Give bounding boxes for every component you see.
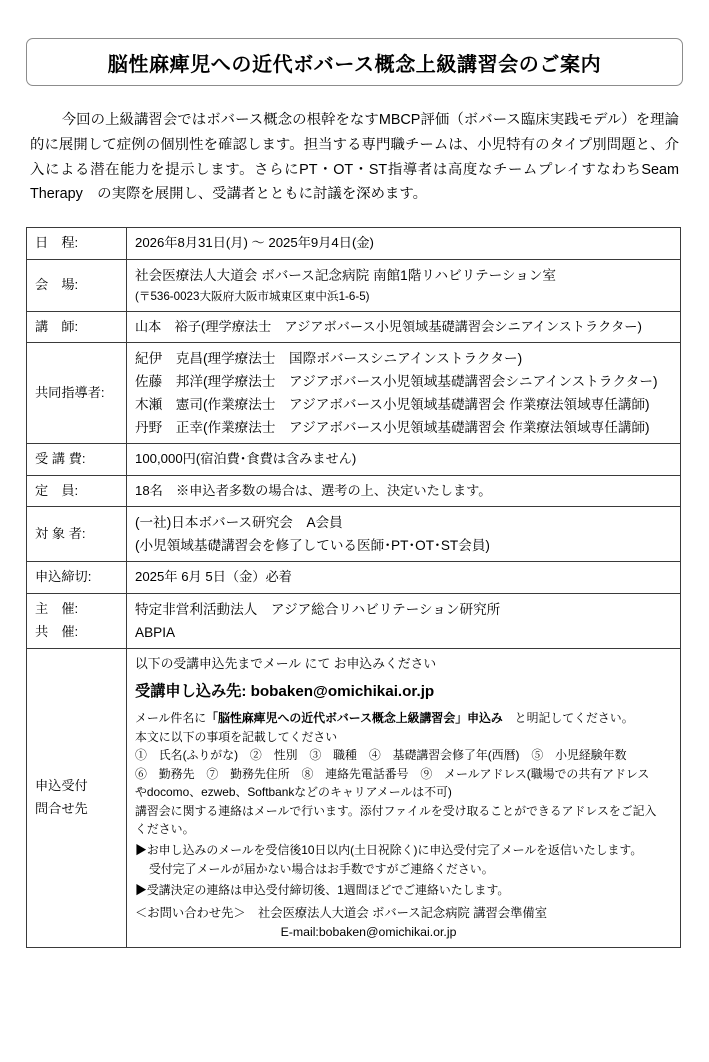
- co-instructor-4: 丹野 正幸(作業療法士 アジアボバース小児領域基礎講習会 作業療法領域専任講師): [135, 420, 650, 436]
- application-note-mail-2: ください。: [135, 821, 195, 836]
- eligibility-line-2: (小児領域基礎講習会を修了している医師･PT･OT･ST会員): [135, 538, 490, 554]
- application-bullet-1: ▶お申し込みのメールを受信後10日以内(土日祝除く)に申込受付完了メールを返信いたします。: [135, 843, 643, 858]
- label-capacity: 定 員:: [27, 475, 127, 506]
- application-note-mail-1: 講習会に関する連絡はメールで行います。添付ファイルを受け取ることができるアドレスをご記入: [135, 803, 657, 818]
- label-organizer-co: 共 催:: [35, 623, 79, 639]
- subject-note-pre: メール件名に: [135, 711, 207, 726]
- label-venue: 会 場:: [27, 259, 127, 311]
- page-title: 脳性麻痺児への近代ボバース概念上級講習会のご案内: [107, 53, 602, 76]
- value-lecturer: 山本 裕子(理学療法士 アジアボバース小児領域基礎講習会シニアインストラクター): [127, 311, 681, 342]
- label-application: [27, 648, 127, 947]
- value-capacity: 18名 ※申込者多数の場合は、選考の上、決定いたします。: [127, 475, 681, 506]
- table-row-application: [27, 648, 681, 947]
- value-application: [127, 648, 681, 947]
- table-row-deadline: [27, 562, 681, 593]
- value-fee: 100,000円(宿泊費･食費は含みません): [127, 444, 681, 475]
- label-application-line-1: 申込受付: [35, 778, 88, 794]
- application-contact: ＜お問い合わせ先＞ 社会医療法人大道会 ボバース記念病院 講習会準備室: [135, 905, 548, 920]
- value-deadline: 2025年 6月 5日（金）必着: [127, 562, 681, 593]
- application-bullet-1-sub: 受付完了メールが届かない場合はお手数ですがご連絡ください。: [149, 861, 494, 876]
- application-body-note: 本文に以下の事項を記載してください: [135, 729, 338, 744]
- co-instructor-2: 佐藤 邦洋(理学療法士 アジアボバース小児領域基礎講習会シニアインストラクター): [135, 374, 658, 390]
- label-deadline: 申込締切:: [27, 562, 127, 593]
- application-items-line-3: やdocomo、ezweb、Softbankなどのキャリアメールは不可): [135, 785, 452, 800]
- table-row-co-instructors: [27, 343, 681, 444]
- label-organizer-main: 主 催:: [35, 601, 79, 617]
- application-bullet-2: ▶受講決定の連絡は申込受付締切後、1週間ほどでご連絡いたします。: [135, 883, 510, 898]
- table-row-organizer: [27, 593, 681, 648]
- page-title-banner: [26, 38, 683, 86]
- value-schedule: 2026年8月31日(月) ～ 2025年9月4日(金): [127, 228, 681, 259]
- value-venue: [127, 259, 681, 311]
- label-application-line-2: 問合せ先: [35, 800, 88, 816]
- table-row-capacity: [27, 475, 681, 506]
- organizer-co: ABPIA: [135, 624, 176, 640]
- application-mail-address: bobaken@omichikai.or.jp: [250, 682, 435, 700]
- course-info-table: [26, 227, 681, 948]
- label-lecturer: 講 師:: [27, 311, 127, 342]
- eligibility-line-1: (一社)日本ボバース研究会 A会員: [135, 515, 343, 531]
- application-intro: 以下の受講申込先までメール にて お申込みください: [135, 655, 437, 671]
- label-organizer: [27, 593, 127, 648]
- application-contact-mail: E-mail:bobaken@omichikai.or.jp: [280, 924, 457, 939]
- intro-text: 今回の上級講習会ではボバース概念の根幹をなすMBCP評価（ボバース臨床実践モデル）を理論的に展開して症例の個別性を確認します。担当する専門職チームは、小児特有のタイプ別問題と、介入による潜在能力を提示します。さらにPT・OT・ST指導者は高度なチームプレイすなわちSeam Therapy の実際を展開し、受講者とともに討議を深めます。: [30, 112, 679, 203]
- venue-line-2: (〒536-0023大阪府大阪市城東区東中浜1-6-5): [135, 289, 370, 303]
- application-mail-line: [135, 680, 672, 704]
- subject-note-post: と明記してください。: [502, 711, 634, 726]
- label-schedule: 日 程:: [27, 228, 127, 259]
- label-co-instructors: 共同指導者:: [27, 343, 127, 444]
- application-mail-label: 受講申し込み先:: [135, 682, 251, 700]
- table-row-fee: [27, 444, 681, 475]
- co-instructor-1: 紀伊 克昌(理学療法士 国際ボバースシニアインストラクター): [135, 351, 523, 366]
- application-items-line-2: ⑥ 勤務先 ⑦ 勤務先住所 ⑧ 連絡先電話番号 ⑨ メールアドレス(職場での共有アドレス: [135, 766, 650, 781]
- table-row-lecturer: [27, 311, 681, 342]
- venue-line-1: 社会医療法人大道会 ボバース記念病院 南館1階リハビリテーション室: [135, 267, 557, 283]
- document-page: [0, 38, 709, 1062]
- table-row-schedule: [27, 228, 681, 259]
- co-instructor-3: 木瀬 憲司(作業療法士 アジアボバース小児領域基礎講習会 作業療法領域専任講師): [135, 397, 650, 413]
- label-eligibility: 対 象 者:: [27, 507, 127, 562]
- application-subject-note: [135, 709, 672, 727]
- label-fee: 受 講 費:: [27, 444, 127, 475]
- subject-note-bold: 「脳性麻痺児への近代ボバース概念上級講習会」申込み: [206, 711, 503, 726]
- value-co-instructors: [127, 343, 681, 444]
- table-row-eligibility: [27, 507, 681, 562]
- value-organizer: [127, 593, 681, 648]
- table-row-venue: [27, 259, 681, 311]
- intro-paragraph: [26, 108, 683, 207]
- value-eligibility: [127, 507, 681, 562]
- organizer-main: 特定非営利活動法人 アジア総合リハビリテーション研究所: [135, 601, 501, 617]
- application-items-line-1: ① 氏名(ふりがな) ② 性別 ③ 職種 ④ 基礎講習会修了年(西暦) ⑤ 小児経験年数: [135, 748, 627, 763]
